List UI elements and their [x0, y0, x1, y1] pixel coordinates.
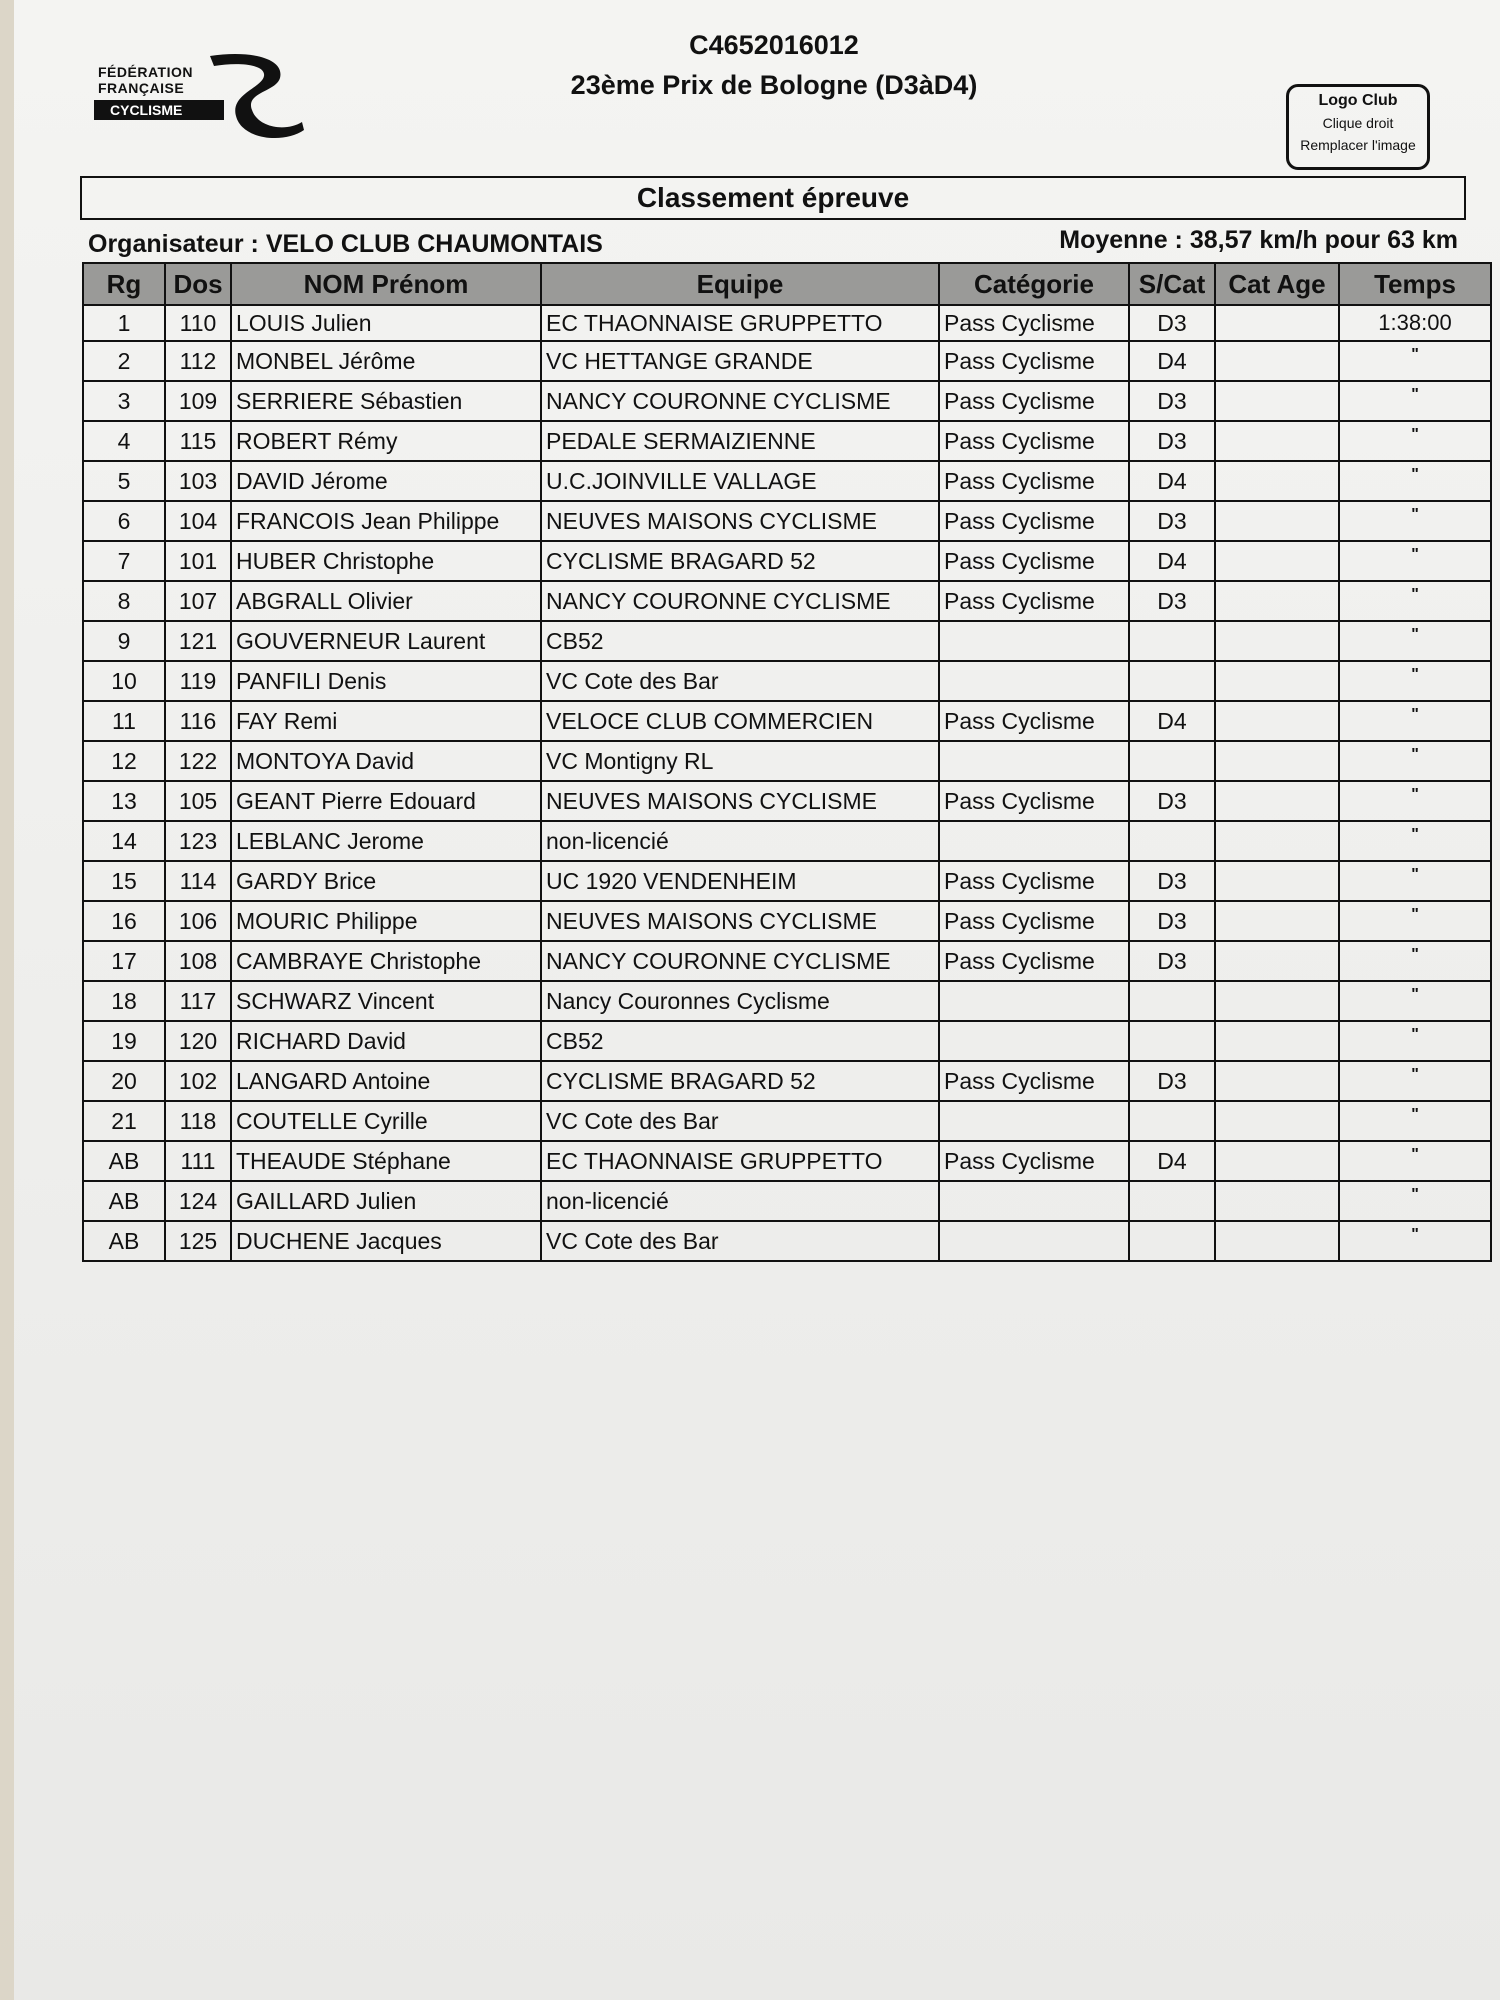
cell-time: " [1339, 1141, 1491, 1181]
cell-rank: 14 [83, 821, 165, 861]
cell-age-category [1215, 901, 1339, 941]
cell-team: NANCY COURONNE CYCLISME [541, 941, 939, 981]
cell-team: CB52 [541, 621, 939, 661]
cell-bib: 120 [165, 1021, 231, 1061]
cell-team: CB52 [541, 1021, 939, 1061]
cell-bib: 117 [165, 981, 231, 1021]
cell-rank: 2 [83, 341, 165, 381]
cell-team: VC HETTANGE GRANDE [541, 341, 939, 381]
cell-bib: 114 [165, 861, 231, 901]
cell-name: ROBERT Rémy [231, 421, 541, 461]
cell-time: " [1339, 901, 1491, 941]
logo-club-label: Logo Club [1318, 92, 1398, 109]
cell-subcategory: D4 [1129, 461, 1215, 501]
cell-name: GAILLARD Julien [231, 1181, 541, 1221]
cell-age-category [1215, 305, 1339, 341]
cell-team: VELOCE CLUB COMMERCIEN [541, 701, 939, 741]
table-row [83, 621, 1491, 661]
cell-team: EC THAONNAISE GRUPPETTO [541, 305, 939, 341]
cell-age-category [1215, 981, 1339, 1021]
cell-rank: 18 [83, 981, 165, 1021]
cell-rank: 13 [83, 781, 165, 821]
column-header-rank: Rg [83, 263, 165, 305]
cell-rank: AB [83, 1141, 165, 1181]
table-row [83, 1101, 1491, 1141]
cell-subcategory [1129, 981, 1215, 1021]
cell-bib: 123 [165, 821, 231, 861]
results-sheet [14, 0, 1500, 2000]
cell-rank: 4 [83, 421, 165, 461]
cell-rank: AB [83, 1181, 165, 1221]
cell-rank: 6 [83, 501, 165, 541]
cell-team: NEUVES MAISONS CYCLISME [541, 501, 939, 541]
cell-time: " [1339, 461, 1491, 501]
table-row [83, 661, 1491, 701]
cell-age-category [1215, 421, 1339, 461]
cell-age-category [1215, 821, 1339, 861]
table-row [83, 861, 1491, 901]
cell-age-category [1215, 621, 1339, 661]
cell-time: " [1339, 861, 1491, 901]
cell-category [939, 741, 1129, 781]
cell-time: " [1339, 1061, 1491, 1101]
federation-logo [80, 48, 310, 144]
cell-team: PEDALE SERMAIZIENNE [541, 421, 939, 461]
cell-category [939, 1101, 1129, 1141]
cell-category: Pass Cyclisme [939, 461, 1129, 501]
cell-age-category [1215, 861, 1339, 901]
cell-team: VC Cote des Bar [541, 661, 939, 701]
cell-name: FAY Remi [231, 701, 541, 741]
table-row [83, 1221, 1491, 1261]
cell-team: VC Cote des Bar [541, 1101, 939, 1141]
cell-category [939, 1021, 1129, 1061]
cell-category: Pass Cyclisme [939, 1061, 1129, 1101]
cell-time: " [1339, 1181, 1491, 1221]
cell-bib: 104 [165, 501, 231, 541]
cell-category [939, 821, 1129, 861]
cell-name: GEANT Pierre Edouard [231, 781, 541, 821]
cell-rank: AB [83, 1221, 165, 1261]
cell-age-category [1215, 461, 1339, 501]
cell-name: FRANCOIS Jean Philippe [231, 501, 541, 541]
cell-category: Pass Cyclisme [939, 941, 1129, 981]
cell-bib: 103 [165, 461, 231, 501]
column-header-category: Catégorie [939, 263, 1129, 305]
cell-name: DUCHENE Jacques [231, 1221, 541, 1261]
cell-bib: 107 [165, 581, 231, 621]
cell-category: Pass Cyclisme [939, 781, 1129, 821]
cell-subcategory [1129, 621, 1215, 661]
cell-name: RICHARD David [231, 1021, 541, 1061]
column-header-name: NOM Prénom [231, 263, 541, 305]
cell-rank: 11 [83, 701, 165, 741]
cell-time: " [1339, 741, 1491, 781]
table-header-row [83, 263, 1491, 305]
cell-subcategory: D4 [1129, 701, 1215, 741]
cell-team: U.C.JOINVILLE VALLAGE [541, 461, 939, 501]
cell-bib: 118 [165, 1101, 231, 1141]
table-row [83, 701, 1491, 741]
cell-subcategory [1129, 741, 1215, 781]
results-body [83, 305, 1491, 1261]
column-header-team: Equipe [541, 263, 939, 305]
cell-subcategory: D4 [1129, 541, 1215, 581]
cell-time: " [1339, 501, 1491, 541]
cell-time: " [1339, 701, 1491, 741]
cell-age-category [1215, 1181, 1339, 1221]
cell-bib: 105 [165, 781, 231, 821]
cell-time: " [1339, 941, 1491, 981]
race-code: C4652016012 [689, 30, 859, 60]
logo-club-hint: Clique droit [1322, 115, 1394, 131]
cell-age-category [1215, 541, 1339, 581]
cell-name: SCHWARZ Vincent [231, 981, 541, 1021]
cell-subcategory: D3 [1129, 501, 1215, 541]
cell-bib: 115 [165, 421, 231, 461]
cell-age-category [1215, 781, 1339, 821]
cell-team: CYCLISME BRAGARD 52 [541, 1061, 939, 1101]
cell-bib: 102 [165, 1061, 231, 1101]
cell-category [939, 1221, 1129, 1261]
cell-team: CYCLISME BRAGARD 52 [541, 541, 939, 581]
cell-subcategory [1129, 1181, 1215, 1221]
cell-time: " [1339, 661, 1491, 701]
cell-age-category [1215, 581, 1339, 621]
cell-rank: 20 [83, 1061, 165, 1101]
cell-rank: 7 [83, 541, 165, 581]
cell-rank: 10 [83, 661, 165, 701]
table-row [83, 581, 1491, 621]
cell-team: NEUVES MAISONS CYCLISME [541, 781, 939, 821]
section-title: Classement épreuve [80, 176, 1466, 220]
table-row [83, 981, 1491, 1021]
cell-rank: 5 [83, 461, 165, 501]
cell-rank: 12 [83, 741, 165, 781]
cell-name: THEAUDE Stéphane [231, 1141, 541, 1181]
cell-bib: 111 [165, 1141, 231, 1181]
cell-subcategory: D3 [1129, 901, 1215, 941]
cell-bib: 124 [165, 1181, 231, 1221]
cell-subcategory: D3 [1129, 381, 1215, 421]
table-row [83, 461, 1491, 501]
cell-subcategory [1129, 821, 1215, 861]
cell-name: LEBLANC Jerome [231, 821, 541, 861]
cell-age-category [1215, 701, 1339, 741]
cell-name: CAMBRAYE Christophe [231, 941, 541, 981]
cell-category [939, 981, 1129, 1021]
cell-name: MONBEL Jérôme [231, 341, 541, 381]
federation-logo-line2: FRANÇAISE [98, 80, 185, 96]
cell-category: Pass Cyclisme [939, 305, 1129, 341]
cell-bib: 112 [165, 341, 231, 381]
cell-time: " [1339, 821, 1491, 861]
cell-age-category [1215, 1061, 1339, 1101]
cell-time: " [1339, 421, 1491, 461]
cell-time: " [1339, 341, 1491, 381]
cell-bib: 101 [165, 541, 231, 581]
federation-logo-line1: FÉDÉRATION [98, 64, 193, 80]
cell-team: EC THAONNAISE GRUPPETTO [541, 1141, 939, 1181]
table-row [83, 741, 1491, 781]
cell-time: " [1339, 781, 1491, 821]
table-row [83, 501, 1491, 541]
cell-category [939, 621, 1129, 661]
cell-subcategory: D3 [1129, 305, 1215, 341]
cell-bib: 116 [165, 701, 231, 741]
table-row [83, 1181, 1491, 1221]
cell-rank: 3 [83, 381, 165, 421]
cell-team: NANCY COURONNE CYCLISME [541, 381, 939, 421]
cell-subcategory: D4 [1129, 341, 1215, 381]
cell-category: Pass Cyclisme [939, 501, 1129, 541]
cell-category: Pass Cyclisme [939, 381, 1129, 421]
cell-age-category [1215, 661, 1339, 701]
cell-category: Pass Cyclisme [939, 581, 1129, 621]
cell-bib: 109 [165, 381, 231, 421]
column-header-time: Temps [1339, 263, 1491, 305]
cell-name: ABGRALL Olivier [231, 581, 541, 621]
cell-subcategory: D3 [1129, 581, 1215, 621]
race-title: 23ème Prix de Bologne (D3àD4) [570, 70, 978, 100]
column-header-age-category: Cat Age [1215, 263, 1339, 305]
cell-name: HUBER Christophe [231, 541, 541, 581]
cell-rank: 19 [83, 1021, 165, 1061]
cell-bib: 106 [165, 901, 231, 941]
cell-category [939, 661, 1129, 701]
cell-team: non-licencié [541, 821, 939, 861]
table-row [83, 541, 1491, 581]
cell-subcategory [1129, 1221, 1215, 1261]
cell-time: " [1339, 1021, 1491, 1061]
cell-subcategory: D3 [1129, 781, 1215, 821]
logo-club-placeholder [1286, 84, 1430, 170]
cell-team: NEUVES MAISONS CYCLISME [541, 901, 939, 941]
table-row [83, 421, 1491, 461]
table-row [83, 305, 1491, 341]
cell-team: NANCY COURONNE CYCLISME [541, 581, 939, 621]
cell-subcategory [1129, 1021, 1215, 1061]
cell-subcategory [1129, 661, 1215, 701]
cell-subcategory: D3 [1129, 861, 1215, 901]
cell-team: VC Cote des Bar [541, 1221, 939, 1261]
cell-team: VC Montigny RL [541, 741, 939, 781]
cell-bib: 121 [165, 621, 231, 661]
table-row [83, 941, 1491, 981]
average-speed: Moyenne : 38,57 km/h pour 63 km [1059, 226, 1458, 254]
cell-bib: 125 [165, 1221, 231, 1261]
cell-bib: 110 [165, 305, 231, 341]
cell-category: Pass Cyclisme [939, 1141, 1129, 1181]
logo-club-hint-2: Remplacer l'image [1300, 137, 1416, 153]
cell-name: LOUIS Julien [231, 305, 541, 341]
cell-time: " [1339, 981, 1491, 1021]
cell-age-category [1215, 1101, 1339, 1141]
cell-age-category [1215, 1141, 1339, 1181]
cell-team: UC 1920 VENDENHEIM [541, 861, 939, 901]
cell-bib: 108 [165, 941, 231, 981]
results-table [82, 262, 1492, 1262]
cell-category: Pass Cyclisme [939, 701, 1129, 741]
cell-name: LANGARD Antoine [231, 1061, 541, 1101]
cell-time: " [1339, 621, 1491, 661]
table-row [83, 1061, 1491, 1101]
cell-rank: 9 [83, 621, 165, 661]
organizer: Organisateur : VELO CLUB CHAUMONTAIS [88, 230, 603, 258]
cell-subcategory: D3 [1129, 421, 1215, 461]
column-header-subcategory: S/Cat [1129, 263, 1215, 305]
table-row [83, 1141, 1491, 1181]
cell-team: Nancy Couronnes Cyclisme [541, 981, 939, 1021]
cell-name: DAVID Jérome [231, 461, 541, 501]
cell-time: " [1339, 381, 1491, 421]
cell-category: Pass Cyclisme [939, 341, 1129, 381]
cell-category: Pass Cyclisme [939, 901, 1129, 941]
cell-time: " [1339, 581, 1491, 621]
cell-rank: 16 [83, 901, 165, 941]
cell-subcategory: D3 [1129, 941, 1215, 981]
cell-rank: 15 [83, 861, 165, 901]
table-row [83, 341, 1491, 381]
cell-time: 1:38:00 [1339, 305, 1491, 341]
cell-team: non-licencié [541, 1181, 939, 1221]
cell-age-category [1215, 1021, 1339, 1061]
cell-category: Pass Cyclisme [939, 421, 1129, 461]
cell-age-category [1215, 381, 1339, 421]
cell-rank: 17 [83, 941, 165, 981]
cell-age-category [1215, 1221, 1339, 1261]
table-row [83, 1021, 1491, 1061]
table-row [83, 381, 1491, 421]
cell-category: Pass Cyclisme [939, 861, 1129, 901]
cell-category [939, 1181, 1129, 1221]
cell-subcategory: D4 [1129, 1141, 1215, 1181]
cell-subcategory [1129, 1101, 1215, 1141]
cell-name: GARDY Brice [231, 861, 541, 901]
cell-name: MONTOYA David [231, 741, 541, 781]
cell-bib: 119 [165, 661, 231, 701]
cell-age-category [1215, 341, 1339, 381]
cell-time: " [1339, 1221, 1491, 1261]
cell-time: " [1339, 541, 1491, 581]
cell-age-category [1215, 501, 1339, 541]
cell-name: COUTELLE Cyrille [231, 1101, 541, 1141]
column-header-bib: Dos [165, 263, 231, 305]
cell-name: MOURIC Philippe [231, 901, 541, 941]
cell-category: Pass Cyclisme [939, 541, 1129, 581]
table-row [83, 781, 1491, 821]
cell-age-category [1215, 741, 1339, 781]
cell-bib: 122 [165, 741, 231, 781]
cell-rank: 8 [83, 581, 165, 621]
cell-name: GOUVERNEUR Laurent [231, 621, 541, 661]
cell-age-category [1215, 941, 1339, 981]
table-row [83, 901, 1491, 941]
table-row [83, 821, 1491, 861]
federation-logo-line3: CYCLISME [94, 100, 224, 120]
federation-swoosh-icon [190, 48, 310, 144]
cell-time: " [1339, 1101, 1491, 1141]
cell-name: PANFILI Denis [231, 661, 541, 701]
cell-subcategory: D3 [1129, 1061, 1215, 1101]
cell-name: SERRIERE Sébastien [231, 381, 541, 421]
cell-rank: 1 [83, 305, 165, 341]
cell-rank: 21 [83, 1101, 165, 1141]
